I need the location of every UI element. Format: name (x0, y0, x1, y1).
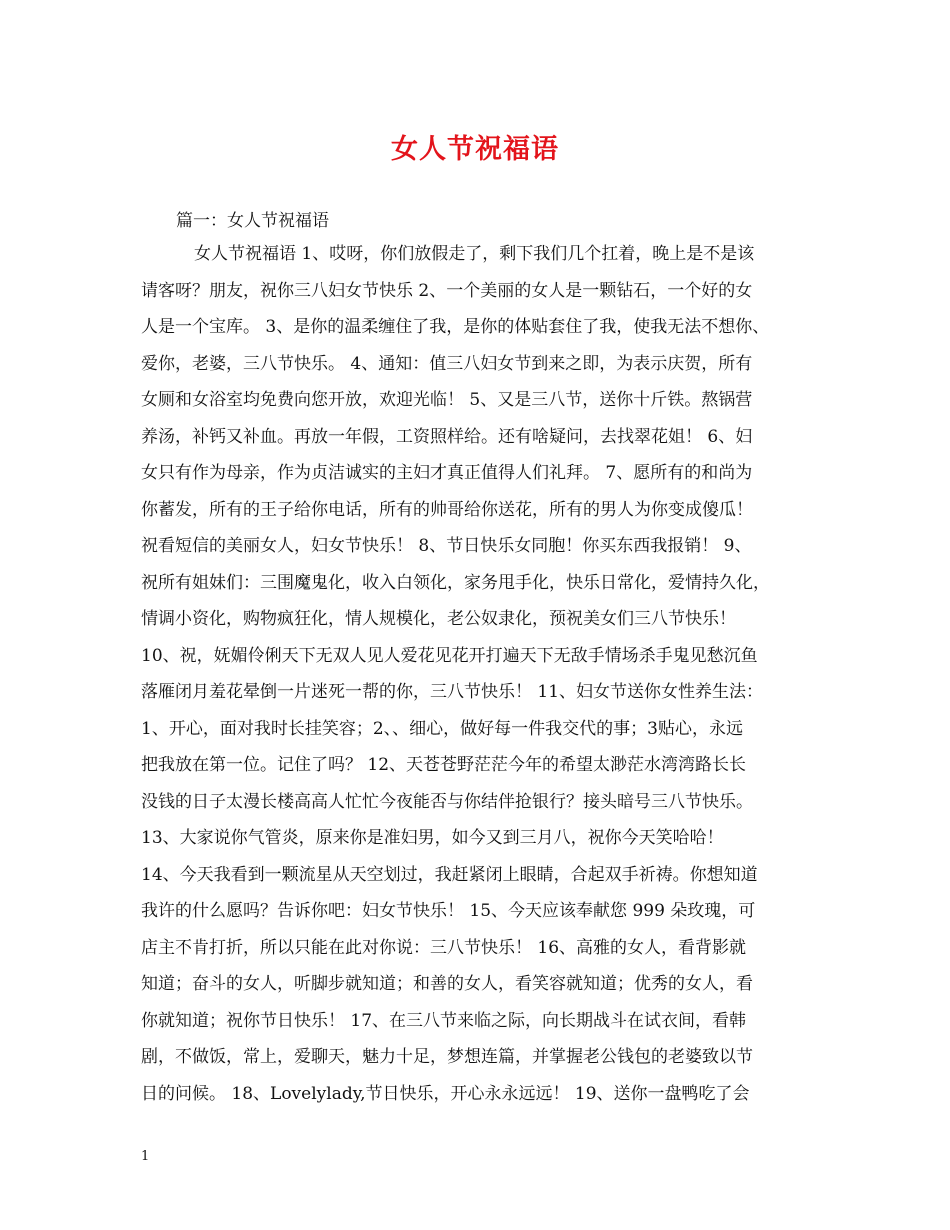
body-line: 把我放在第一位。记住了吗？ 12、天苍苍野茫茫今年的希望太渺茫水湾湾路长长 (141, 755, 747, 775)
body-line: 情调小资化，购物疯狂化，情人规模化，老公奴隶化，预祝美女们三八节快乐！ (141, 609, 736, 629)
body-line: 女只有作为母亲，作为贞洁诚实的主妇才真正值得人们礼拜。 7、愿所有的和尚为 (141, 463, 753, 483)
body-line: 知道；奋斗的女人，听脚步就知道；和善的女人，看笑容就知道；优秀的女人，看 (141, 974, 753, 994)
body-line: 女人节祝福语 1、哎呀，你们放假走了，剩下我们几个扛着，晚上是不是该 (194, 244, 755, 264)
body-line: 10、祝，妩媚伶俐天下无双人见人爱花见花开打遍天下无敌手情场杀手鬼见愁沉鱼 (141, 645, 758, 666)
body-line: 没钱的日子太漫长楼高高人忙忙今夜能否与你结伴抢银行？接头暗号三八节快乐。 (141, 791, 753, 812)
body-line: 人是一个宝库。 3、是你的温柔缠住了我，是你的体贴套住了我，使我无法不想你、 (141, 317, 770, 337)
body-line: 13、大家说你气管炎，原来你是准妇男，如今又到三月八，祝你今天笑哈哈！ (141, 828, 724, 848)
body-line: 1、开心，面对我时长挂笑容；2、、细心，做好每一件我交代的事；3贴心，永远 (141, 718, 743, 739)
body-line: 日的问候。 18、Lovelylady,节日快乐，开心永永远远！ 19、送你一盘鸭吃了会 (141, 1083, 750, 1104)
body-line: 爱你，老婆，三八节快乐。 4、通知：值三八妇女节到来之即，为表示庆贺，所有 (141, 353, 753, 374)
body-line: 祝所有姐妹们：三围魔鬼化，收入白领化，家务甩手化，快乐日常化，爱情持久化， (141, 572, 770, 593)
body-line: 你蓄发，所有的王子给你电话，所有的帅哥给你送花，所有的男人为你变成傻瓜！ (141, 499, 753, 520)
body-line: 剧，不做饭，常上，爱聊天，魅力十足，梦想连篇，并掌握老公钱包的老婆致以节 (141, 1047, 753, 1067)
body-line: 祝看短信的美丽女人，妇女节快乐！ 8、节日快乐女同胞！你买东西我报销！ 9、 (141, 536, 752, 556)
body-line: 14、今天我看到一颗流星从天空划过，我赶紧闭上眼睛，合起双手祈祷。你想知道 (141, 864, 758, 885)
body-line: 你就知道；祝你节日快乐！ 17、在三八节来临之际，向长期战斗在试衣间，看韩 (141, 1010, 747, 1031)
body-line: 店主不肯打折，所以只能在此对你说：三八节快乐！ 16、高雅的女人，看背影就 (141, 937, 747, 958)
body-text (141, 236, 821, 1112)
body-line: 请客呀？朋友，祝你三八妇女节快乐 2、一个美丽的女人是一颗钻石，一个好的女 (141, 280, 753, 301)
body-line: 我许的什么愿吗？告诉你吧：妇女节快乐！ 15、今天应该奉献您 999 朵玫瑰，可 (141, 901, 756, 921)
body-line: 女厕和女浴室均免费向您开放，欢迎光临！ 5、又是三八节，送你十斤铁。熬锅营 (141, 390, 753, 410)
body-line: 养汤，补钙又补血。再放一年假，工资照样给。还有啥疑问，去找翠花姐！ 6、妇 (141, 426, 753, 447)
page-number: 1 (141, 1149, 150, 1164)
page-title: 女人节祝福语 (391, 134, 559, 165)
section-heading: 篇一：女人节祝福语 (176, 211, 329, 231)
body-line: 落雁闭月羞花晕倒一片迷死一帮的你，三八节快乐！ 11、妇女节送你女性养生法： (141, 682, 764, 702)
